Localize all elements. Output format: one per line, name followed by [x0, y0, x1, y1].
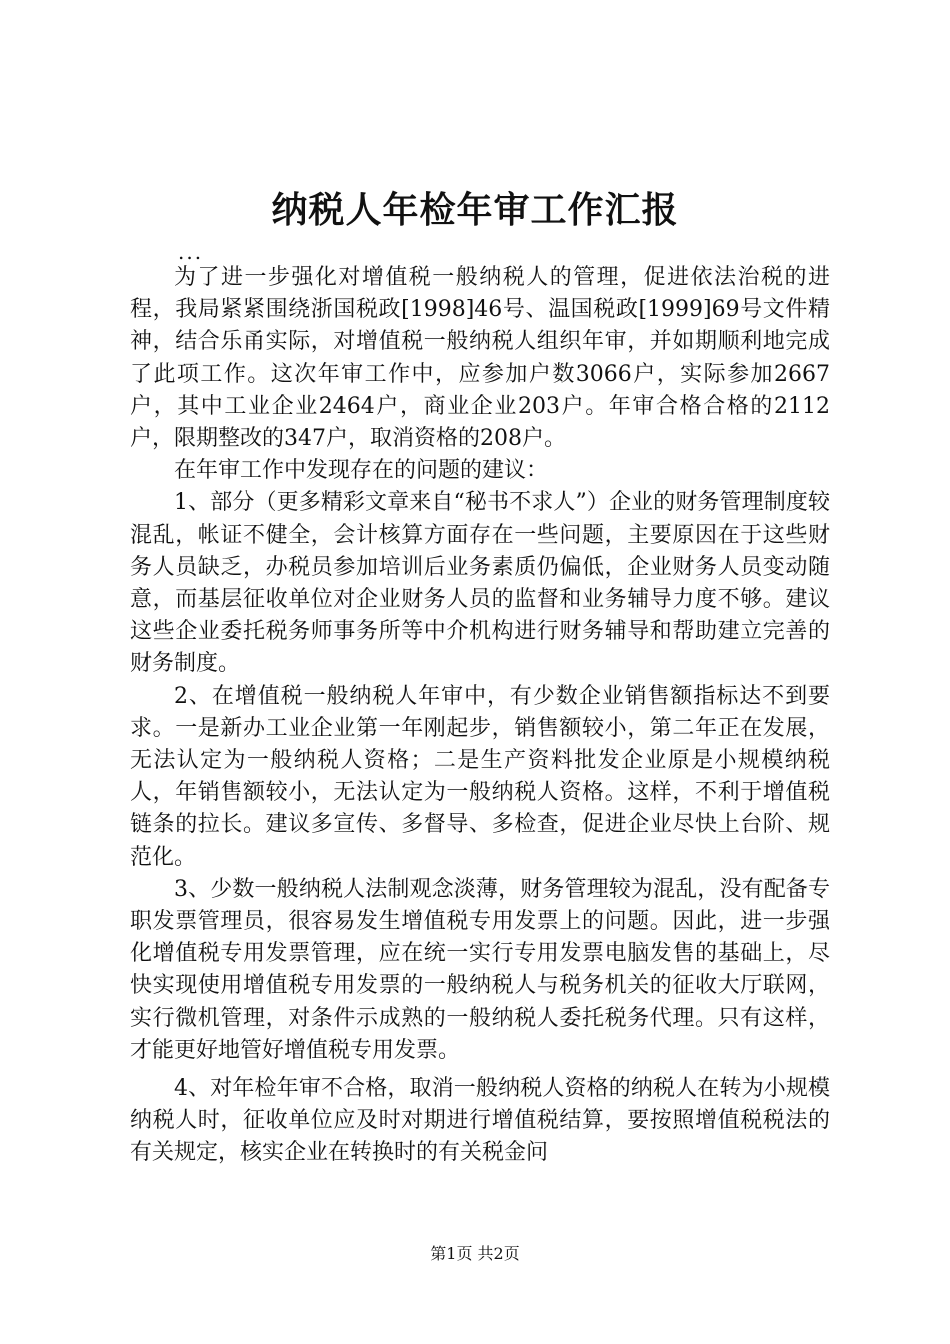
document-body [130, 262, 830, 1170]
paragraph-item-2: 2、在增值税一般纳税人年审中，有少数企业销售额指标达不到要求。一是新办工业企业第一年刚起步，销售额较小，第二年正在发展，无法认定为一般纳税人资格；二是生产资料批发企业原是小规模纳税人，年销售额较小，无法认定为一般纳税人资格。这样，不利于增值税链条的拉长。建议多宣传、多督导、多检查，促进企业尽快上台阶、规范化。 [130, 683, 830, 870]
paragraph-intro: 为了进一步强化对增值税一般纳税人的管理，促进依法治税的进程，我局紧紧围绕浙国税政[1998]46号、温国税政[1999]69号文件精神，结合乐甬实际，对增值税一般纳税人组织年审，并如期顺利地完成了此项工作。这次年审工作中，应参加户数3066户，实际参加2667户，其中工业企业2464户，商业企业203户。年审合格合格的2112户，限期整改的347户，取消资格的208户。 [130, 265, 830, 452]
page-footer: 第1页 共2页 [430, 1244, 520, 1263]
paragraph-item-4: 4、对年检年审不合格，取消一般纳税人资格的纳税人在转为小规模纳税人时，征收单位应及时对期进行增值税结算，要按照增值税税法的有关规定，核实企业在转换时的有关税金问 [130, 1076, 830, 1166]
paragraph-item-1: 1、部分（更多精彩文章来自“秘书不求人”）企业的财务管理制度较混乱，帐证不健全，会计核算方面存在一些问题，主要原因在于这些财务人员缺乏，办税员参加培训后业务素质仍偏低，企业财务人员变动随意，而基层征收单位对企业财务人员的监督和业务辅导力度不够。建议这些企业委托税务师事务所等中介机构进行财务辅导和帮助建立完善的财务制度。 [130, 490, 830, 677]
ellipsis-text: ... [178, 240, 204, 264]
paragraph-issues-heading: 在年审工作中发现存在的问题的建议： [174, 458, 549, 484]
paragraph-item-3: 3、少数一般纳税人法制观念淡薄，财务管理较为混乱，没有配备专职发票管理员，很容易发生增值税专用发票上的问题。因此，进一步强化增值税专用发票管理，应在统一实行专用发票电脑发售的基础上，尽快实现使用增值税专用发票的一般纳税人与税务机关的征收大厅联网，实行微机管理，对条件示成熟的一般纳税人委托税务代理。只有这样，才能更好地管好增值税专用发票。 [130, 876, 830, 1063]
page-title: 纳税人年检年审工作汇报 [271, 189, 679, 231]
